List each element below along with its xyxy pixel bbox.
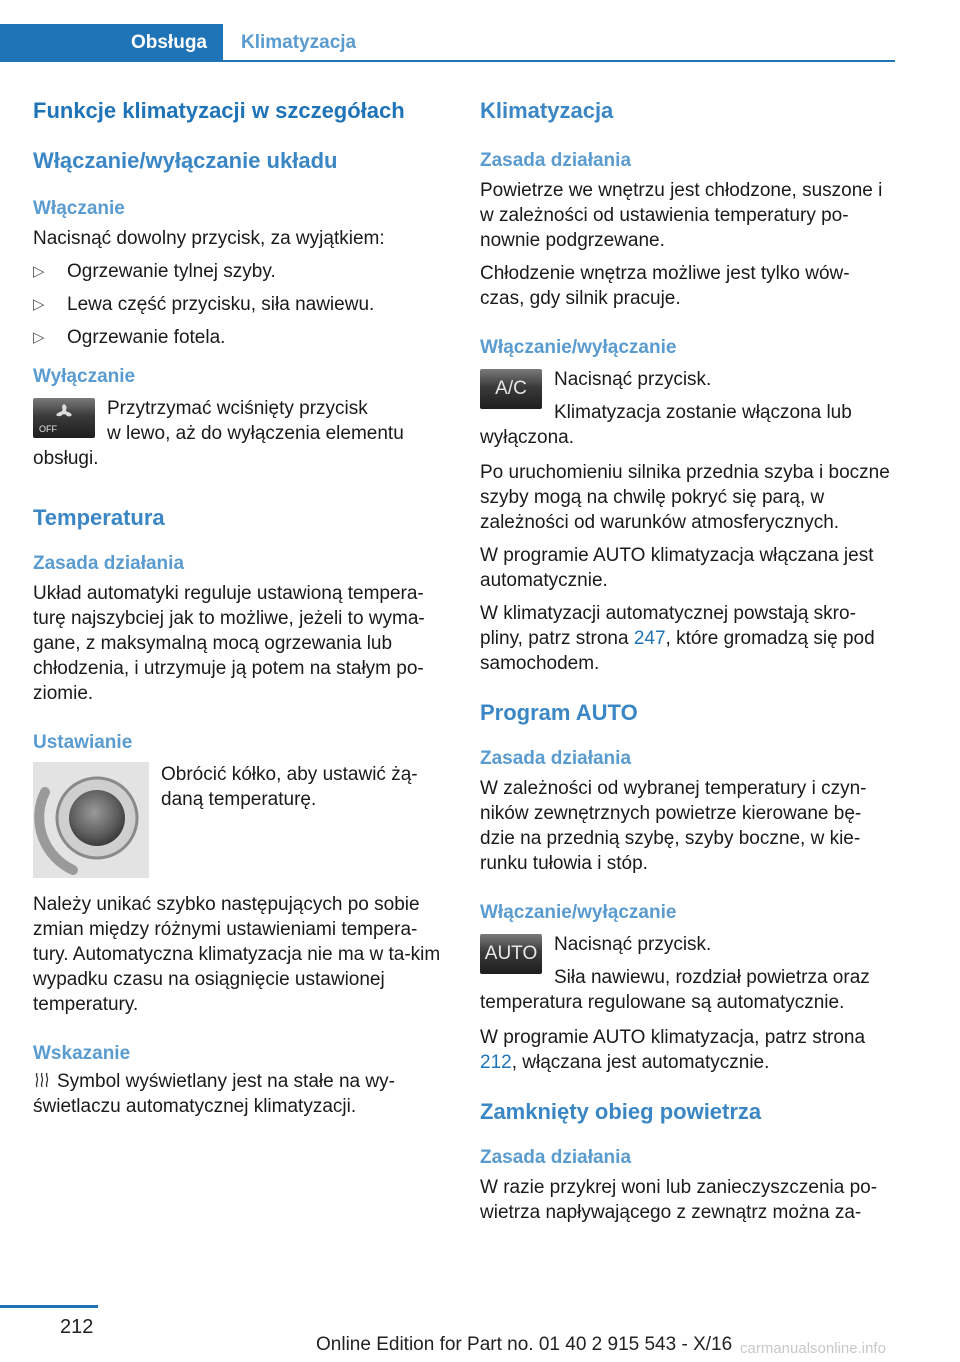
condensate-note: W klimatyzacji automatycznej powstają skro‐pliny, patrz strona 247, które gromadzą się pod samochodem.: [480, 603, 875, 674]
watermark: carmanualsonline.info: [740, 1340, 886, 1357]
section-title-ac: Klimatyzacja: [480, 98, 614, 123]
auto-ac-note: W programie AUTO klimatyzacja włączana jest automatycznie.: [480, 545, 874, 591]
page-link-212[interactable]: 212: [480, 1052, 512, 1073]
rear-window-heating-icon: [33, 1071, 51, 1089]
ac-cooling-note: Chłodzenie wnętrza możliwe jest tylko wów‐czas, gdy silnik pracuje.: [480, 263, 850, 309]
recirc-description: W razie przykrej woni lub zanieczyszczenia po‐wietrza napływającego z zewnątrz można za‐: [480, 1177, 878, 1223]
section-title-functions: Funkcje klimatyzacji w szczegółach: [33, 98, 405, 123]
page-header: [0, 0, 960, 64]
subheading-off: Wyłączanie: [33, 366, 136, 387]
auto-regulation-end: temperatura regulowane są automatycznie.: [480, 992, 845, 1013]
page-link-247[interactable]: 247: [633, 628, 666, 649]
edition-text: Online Edition for Part no. 01 40 2 915 543 - X/16: [316, 1334, 733, 1355]
subheading-on: Włączanie: [33, 198, 125, 219]
header-divider: [223, 60, 895, 62]
page-number: 212: [60, 1316, 94, 1338]
temperature-dial-icon: [33, 762, 149, 878]
list-item: ▷ Ogrzewanie fotela.: [33, 327, 226, 348]
subheading-temp-principle: Zasada działania: [33, 553, 185, 574]
exception-list: [33, 259, 445, 350]
ac-button-icon: A/C: [480, 369, 542, 409]
off-instruction-end: obsługi.: [33, 448, 99, 469]
subheading-ac-onoff: Włączanie/wyłączanie: [480, 337, 677, 358]
ac-description: Powietrze we wnętrzu jest chłodzone, suszone i w zależności od ustawienia temperatury po‐nownie podgrzewane.: [480, 180, 883, 251]
subheading-auto-onoff: Włączanie/wyłączanie: [480, 902, 677, 923]
subheading-setting: Ustawianie: [33, 732, 133, 753]
ac-toggle-end: wyłączona.: [480, 427, 574, 448]
ac-instruction: A/C Nacisnąć przycisk. Klimatyzacja zostanie włączona lub: [480, 367, 892, 425]
indicator-text: Symbol wyświetlany jest na stałe na wy‐świetlaczu automatycznej klimatyzacji.: [33, 1071, 395, 1117]
tab-klimatyzacja[interactable]: Klimatyzacja: [241, 32, 357, 53]
section-title-auto: Program AUTO: [480, 700, 638, 725]
section-title-recirculation: Zamknięty obieg powietrza: [480, 1099, 762, 1124]
setting-instruction: Obrócić kółko, aby ustawić żą‐daną temperaturę.: [33, 762, 445, 878]
right-column: [480, 96, 892, 1225]
temp-description: Układ automatyki reguluje ustawioną tempera‐turę najszybciej jak to możliwe, jeżeli to wyma‐gane, z maksymalną mocą ogrzewania lub chłodzenia, i utrzymuje ją potem na stałym po‐ziomie.: [33, 583, 425, 704]
subheading-indicator: Wskazanie: [33, 1043, 131, 1064]
subheading-ac-principle: Zasada działania: [480, 150, 632, 171]
off-instruction: OFF Przytrzymać wciśnięty przycisk w lewo, aż do wyłączenia elementu: [33, 396, 445, 446]
footer-divider: [0, 1305, 98, 1308]
fog-note: Po uruchomieniu silnika przednia szyba i boczne szyby mogą na chwilę pokryć się parą, w zależności od warunków atmosferycznych.: [480, 462, 890, 533]
bullet-triangle-icon: ▷: [33, 329, 45, 346]
subheading-auto-principle: Zasada działania: [480, 748, 632, 769]
auto-button-icon: AUTO: [480, 934, 542, 974]
tab-obsluga[interactable]: Obsługa: [0, 24, 223, 62]
auto-instruction: AUTO Nacisnąć przycisk. Siła nawiewu, rozdział powietrza oraz: [480, 932, 892, 990]
left-column: [33, 96, 445, 1119]
subheading-recirc-principle: Zasada działania: [480, 1147, 632, 1168]
auto-program-note: W programie AUTO klimatyzacja, patrz strona 212, włączana jest automatycznie.: [480, 1027, 866, 1073]
fan-off-button-icon: OFF: [33, 398, 95, 438]
list-item: ▷ Lewa część przycisku, siła nawiewu.: [33, 294, 375, 315]
section-title-onoff: Włączanie/wyłączanie układu: [33, 148, 338, 173]
auto-description: W zależności od wybranej temperatury i czyn‐ników zewnętrznych powietrze kierowane bę‐dzie na przednią szybę, szyby boczne, w kie‐runku tułowia i stóp.: [480, 778, 867, 874]
bullet-triangle-icon: ▷: [33, 263, 45, 280]
bullet-triangle-icon: ▷: [33, 296, 45, 313]
section-title-temperature: Temperatura: [33, 505, 165, 530]
list-item: ▷ Ogrzewanie tylnej szyby.: [33, 261, 276, 282]
fan-icon: [53, 403, 75, 421]
avoid-note: Należy unikać szybko następujących po sobie zmian między różnymi ustawieniami tempera‐tury. Automatyczna klimatyzacja nie ma w ta‐kim wypadku czasu na osiągnięcie ustawionej temperatury.: [33, 894, 441, 1015]
on-instruction: Nacisnąć dowolny przycisk, za wyjątkiem:: [33, 228, 385, 249]
